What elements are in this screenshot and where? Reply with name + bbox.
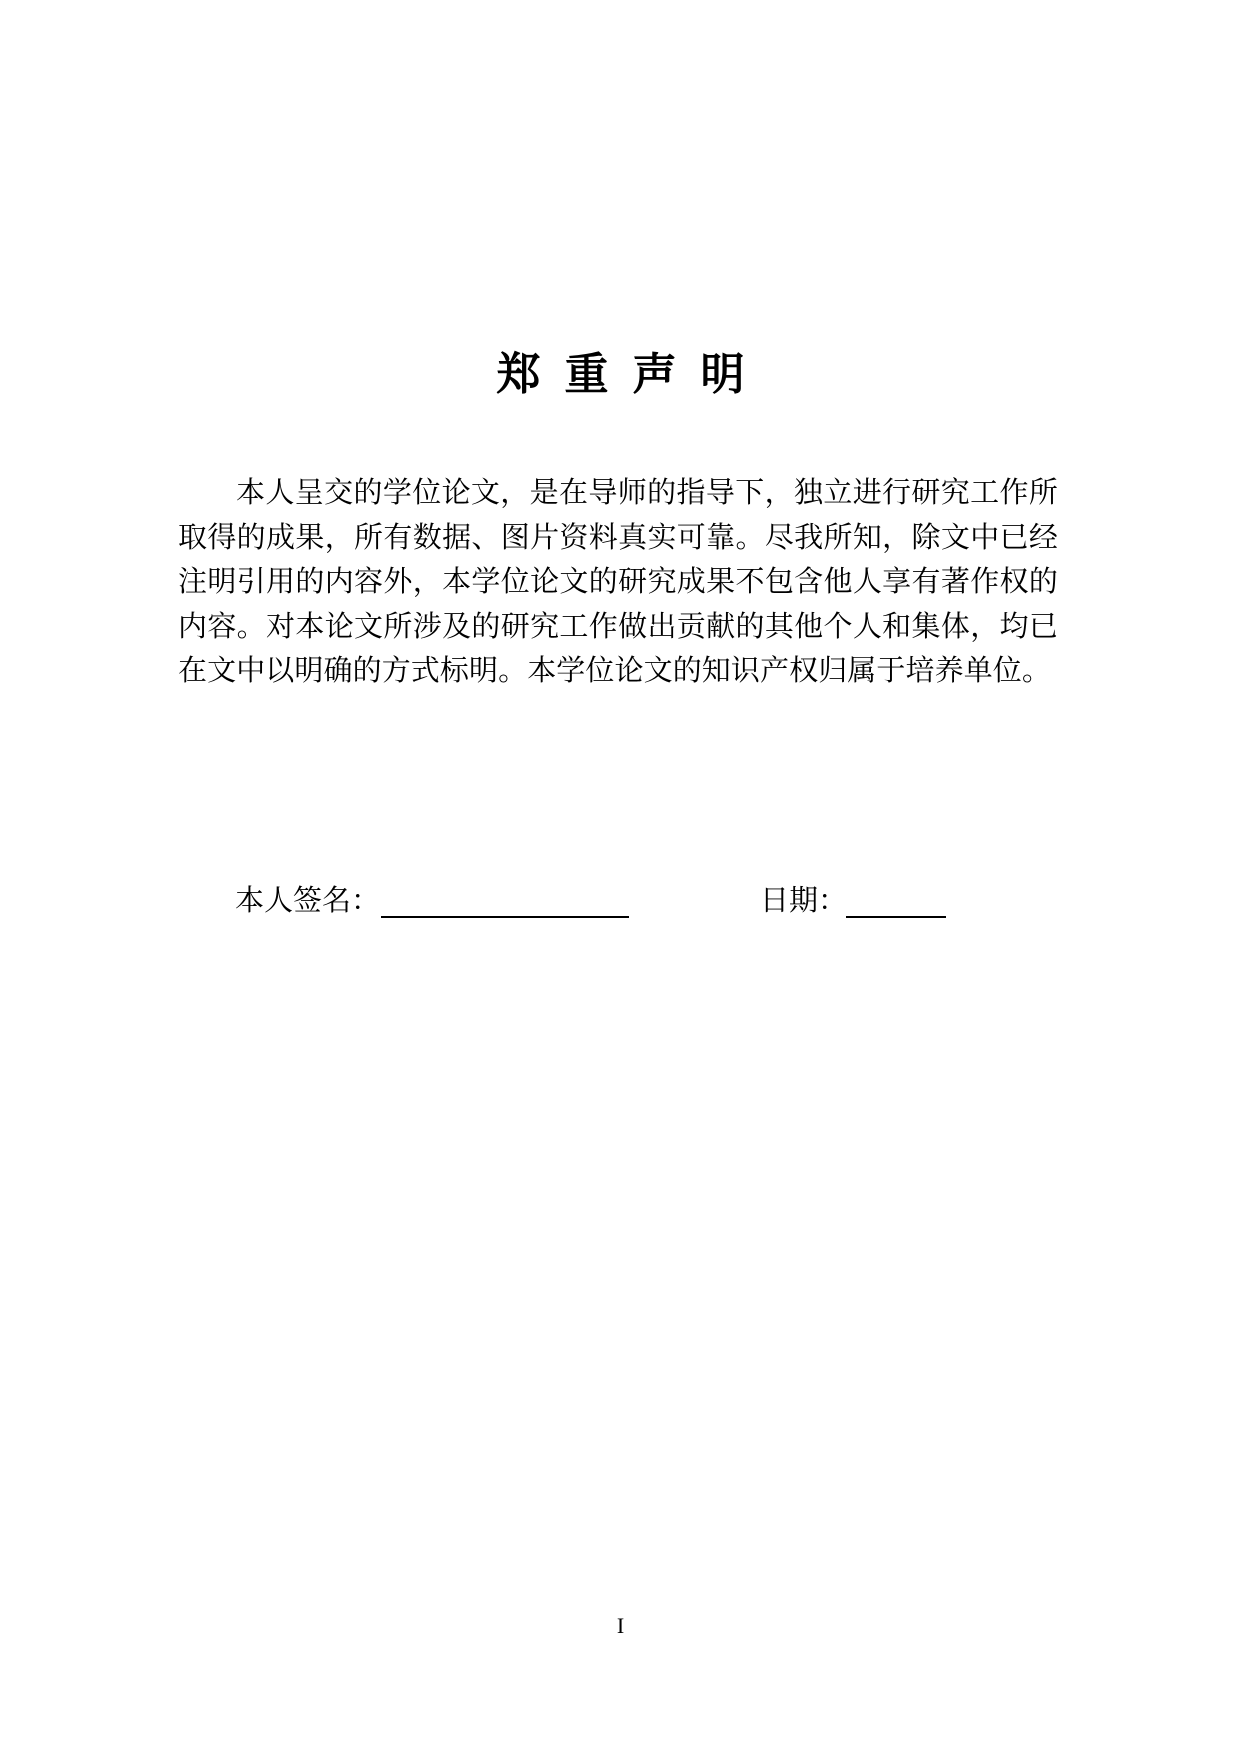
signature-row — [235, 878, 955, 922]
signature-line — [381, 916, 629, 918]
declaration-paragraph: 本人呈交的学位论文，是在导师的指导下，独立进行研究工作所取得的成果，所有数据、图片资料真实可靠。尽我所知，除文中已经注明引用的内容外，本学位论文的研究成果不包含他人享有著作权的内容。对本论文所涉及的研究工作做出贡献的其他个人和集体，均已在文中以明确的方式标明。本学位论文的知识产权归属于培养单位。 — [178, 475, 1058, 687]
declaration-body — [178, 470, 1058, 693]
date-line — [846, 916, 946, 918]
date-label: 日期： — [760, 883, 848, 917]
signature-label: 本人签名： — [235, 883, 381, 917]
page-title: 郑重声明 — [496, 349, 769, 400]
page-number: I — [616, 1613, 625, 1638]
